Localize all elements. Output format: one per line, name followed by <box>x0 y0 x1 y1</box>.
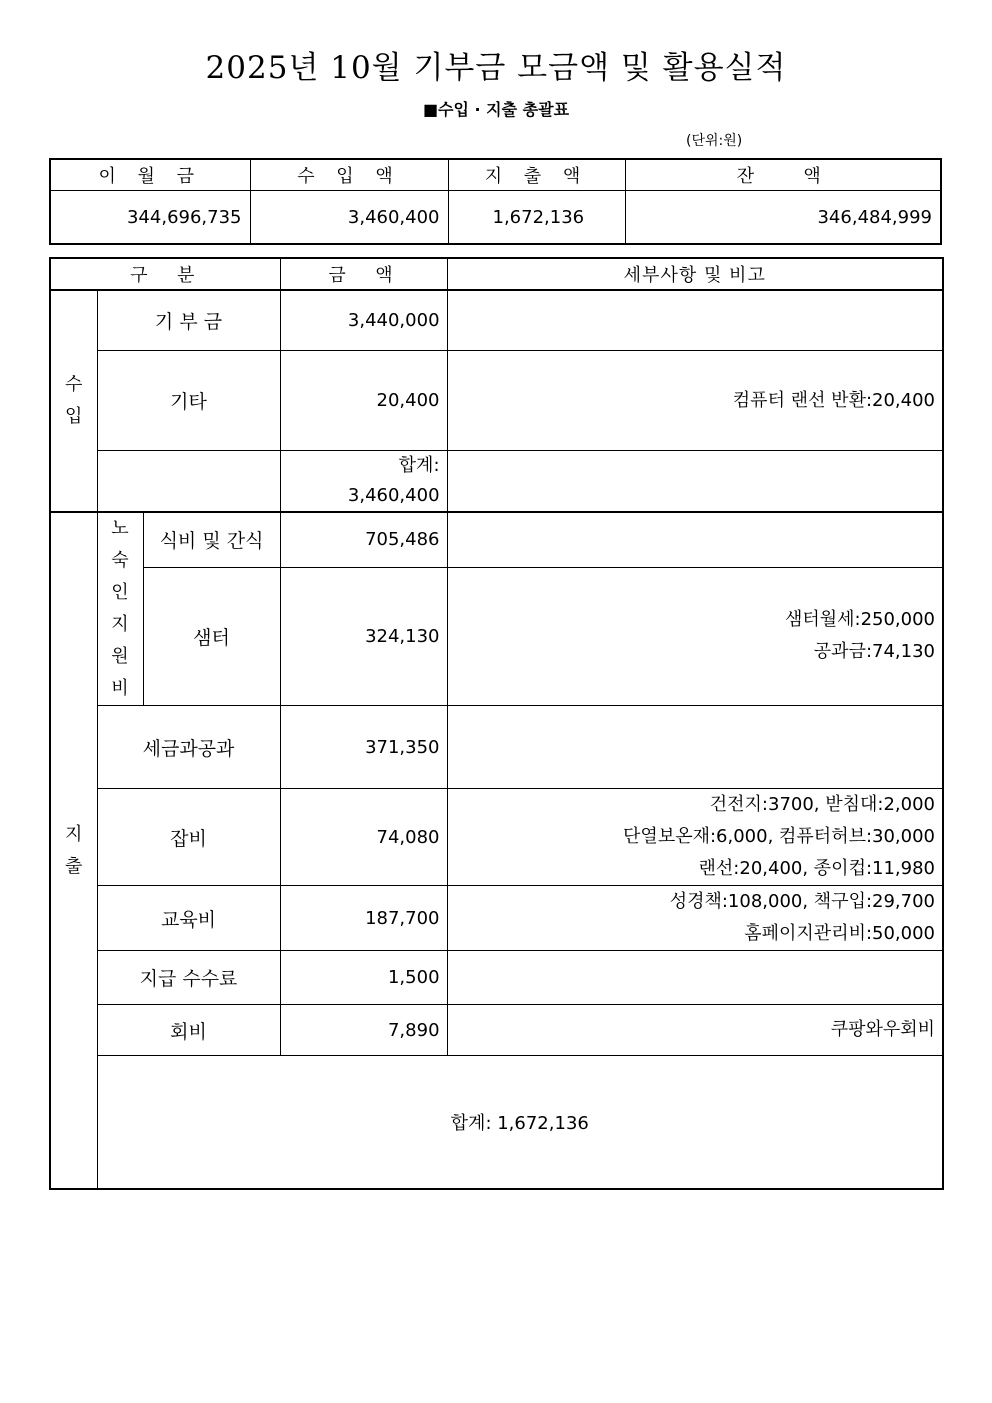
education-amount: 187,700 <box>280 886 447 951</box>
expense-row-membership <box>50 1005 943 1056</box>
shelter-label: 샘터 <box>143 567 280 705</box>
misc-label: 잡비 <box>97 789 280 886</box>
income-total-note <box>447 451 943 513</box>
summary-table <box>49 158 942 245</box>
header-expense: 지 출 액 <box>448 159 625 191</box>
expense-row-misc <box>50 789 943 886</box>
food-label: 식비 및 간식 <box>143 512 280 567</box>
balance-value: 346,484,999 <box>625 191 941 245</box>
expense-total-row <box>50 1056 943 1190</box>
income-total: 합계: 3,460,400 <box>280 451 447 513</box>
header-category: 구 분 <box>50 258 280 290</box>
expense-row-education <box>50 886 943 951</box>
detail-header-row <box>50 258 943 290</box>
tax-note <box>447 706 943 789</box>
detail-table <box>49 257 944 1190</box>
donation-amount: 3,440,000 <box>280 290 447 351</box>
subtitle: ■수입 · 지출 총괄표 <box>422 100 570 119</box>
summary-header-row <box>50 159 941 191</box>
membership-note: 쿠팡와우회비 <box>447 1005 943 1056</box>
header-amount: 금 액 <box>280 258 447 290</box>
donation-note <box>447 290 943 351</box>
expense-total: 합계: 1,672,136 <box>97 1056 943 1190</box>
fee-amount: 1,500 <box>280 951 447 1005</box>
shelter-amount: 324,130 <box>280 567 447 705</box>
expense-row-fee <box>50 951 943 1005</box>
other-income-note: 컴퓨터 랜선 반환:20,400 <box>447 351 943 451</box>
header-remarks: 세부사항 및 비고 <box>447 258 943 290</box>
page-title: 2025년 10월 기부금 모금액 및 활용실적 <box>205 50 787 86</box>
food-note <box>447 512 943 567</box>
income-row-other <box>50 351 943 451</box>
expense-row-shelter <box>50 567 943 705</box>
header-carryover: 이 월 금 <box>50 159 250 191</box>
unit-label: (단위:원) <box>686 133 743 149</box>
expense-value: 1,672,136 <box>448 191 625 245</box>
tax-amount: 371,350 <box>280 706 447 789</box>
carryover-value: 344,696,735 <box>50 191 250 245</box>
income-total-row <box>50 451 943 513</box>
education-label: 교육비 <box>97 886 280 951</box>
fee-label: 지급 수수료 <box>97 951 280 1005</box>
shelter-support-label: 노 숙 인 지 원 비 <box>97 512 143 706</box>
donation-label: 기 부 금 <box>97 290 280 351</box>
header-income: 수 입 액 <box>250 159 448 191</box>
other-income-label: 기타 <box>97 351 280 451</box>
misc-notes: 건전지:3700, 받침대:2,000 단열보온재:6,000, 컴퓨터허브:30,000 랜선:20,400, 종이컵:11,980 <box>447 789 943 886</box>
shelter-notes: 샘터월세:250,000 공과금:74,130 <box>447 567 943 705</box>
summary-values-row <box>50 191 941 245</box>
tax-label: 세금과공과 <box>97 706 280 789</box>
income-section-label: 수 입 <box>50 290 97 512</box>
other-income-amount: 20,400 <box>280 351 447 451</box>
expense-row-tax <box>50 706 943 789</box>
education-notes: 성경책:108,000, 책구입:29,700 홈페이지관리비:50,000 <box>447 886 943 951</box>
expense-row-food <box>50 512 943 567</box>
membership-amount: 7,890 <box>280 1005 447 1056</box>
header-balance: 잔 액 <box>625 159 941 191</box>
fee-note <box>447 951 943 1005</box>
membership-label: 회비 <box>97 1005 280 1056</box>
food-amount: 705,486 <box>280 512 447 567</box>
income-total-spacer <box>97 451 280 513</box>
income-row-donation <box>50 290 943 351</box>
expense-section-label: 지 출 <box>50 512 97 1189</box>
misc-amount: 74,080 <box>280 789 447 886</box>
income-value: 3,460,400 <box>250 191 448 245</box>
